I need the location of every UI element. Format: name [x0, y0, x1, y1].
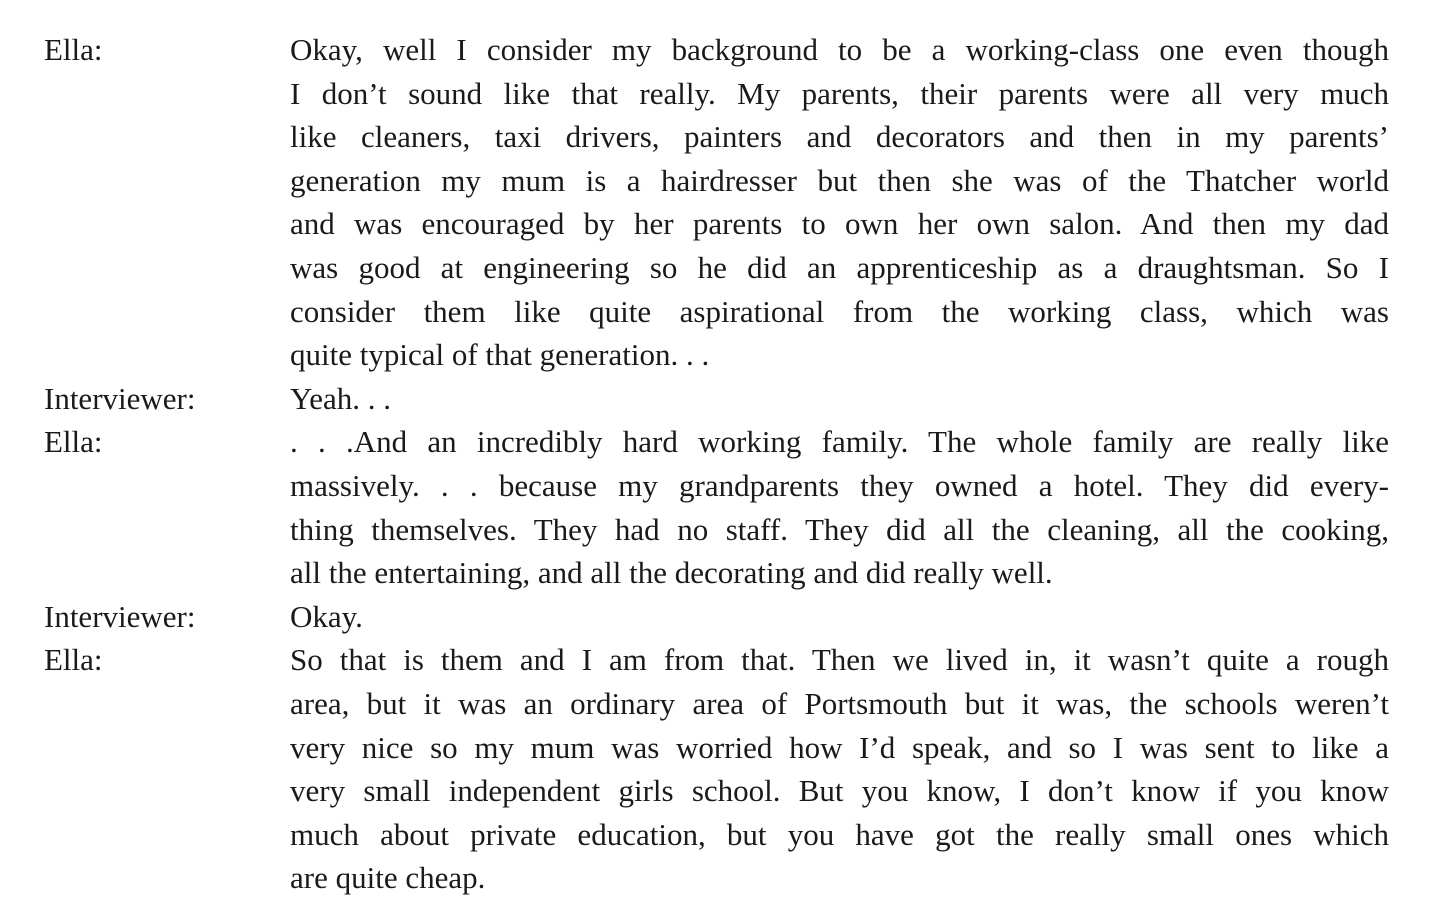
text-line: Okay, well I consider my background to be a working-class one even though: [290, 32, 1389, 67]
text-line: . . .And an incredibly hard working family. The whole family are really like: [290, 424, 1389, 460]
text-line: thing themselves. They had no staff. They did all the cleaning, all the cooking,: [290, 511, 1389, 547]
transcript-turn: [0, 638, 1446, 900]
text-line: Yeah. . .: [290, 380, 392, 416]
text-line: all the entertaining, and all the decorating and did really well.: [290, 555, 1053, 591]
transcript-turn: [0, 595, 1446, 639]
transcript-turn: [0, 28, 1446, 377]
speaker-label: Interviewer:: [44, 598, 196, 634]
text-line: are quite cheap.: [290, 860, 486, 896]
text-line: I don’t sound like that really. My parents, their parents were all very much: [290, 75, 1389, 111]
text-line: massively. . . because my grandparents they owned a hotel. They did every-: [290, 467, 1389, 503]
utterance-text: [290, 595, 1389, 639]
utterance-text: [290, 420, 1389, 594]
text-line: was good at engineering so he did an apprenticeship as a draughtsman. So I: [290, 249, 1389, 285]
transcript-turn: [0, 420, 1446, 594]
text-line: area, but it was an ordinary area of Portsmouth but it was, the schools weren’t: [290, 685, 1389, 721]
speaker-label: Ella:: [44, 424, 103, 460]
utterance-text: [290, 377, 1389, 421]
text-line: very nice so my mum was worried how I’d speak, and so I was sent to like a: [290, 729, 1389, 765]
text-line: very small independent girls school. But you know, I don’t know if you know: [290, 773, 1389, 809]
text-line: consider them like quite aspirational from the working class, which was: [290, 293, 1389, 329]
speaker-label: Ella:: [44, 32, 103, 67]
speaker-label: Ella:: [44, 642, 103, 678]
transcript-turn: [0, 377, 1446, 421]
text-line: like cleaners, taxi drivers, painters and decorators and then in my parents’: [290, 119, 1389, 155]
utterance-text: [290, 28, 1389, 377]
text-line: much about private education, but you have got the really small ones which: [290, 816, 1389, 852]
speaker-label: Interviewer:: [44, 380, 196, 416]
text-line: and was encouraged by her parents to own her own salon. And then my dad: [290, 206, 1389, 242]
utterance-text: [290, 638, 1389, 900]
text-line: Okay.: [290, 598, 363, 634]
text-line: So that is them and I am from that. Then we lived in, it wasn’t quite a rough: [290, 642, 1389, 678]
text-line: quite typical of that generation. . .: [290, 337, 710, 373]
interview-transcript: [0, 28, 1446, 900]
text-line: generation my mum is a hairdresser but then she was of the Thatcher world: [290, 162, 1389, 198]
